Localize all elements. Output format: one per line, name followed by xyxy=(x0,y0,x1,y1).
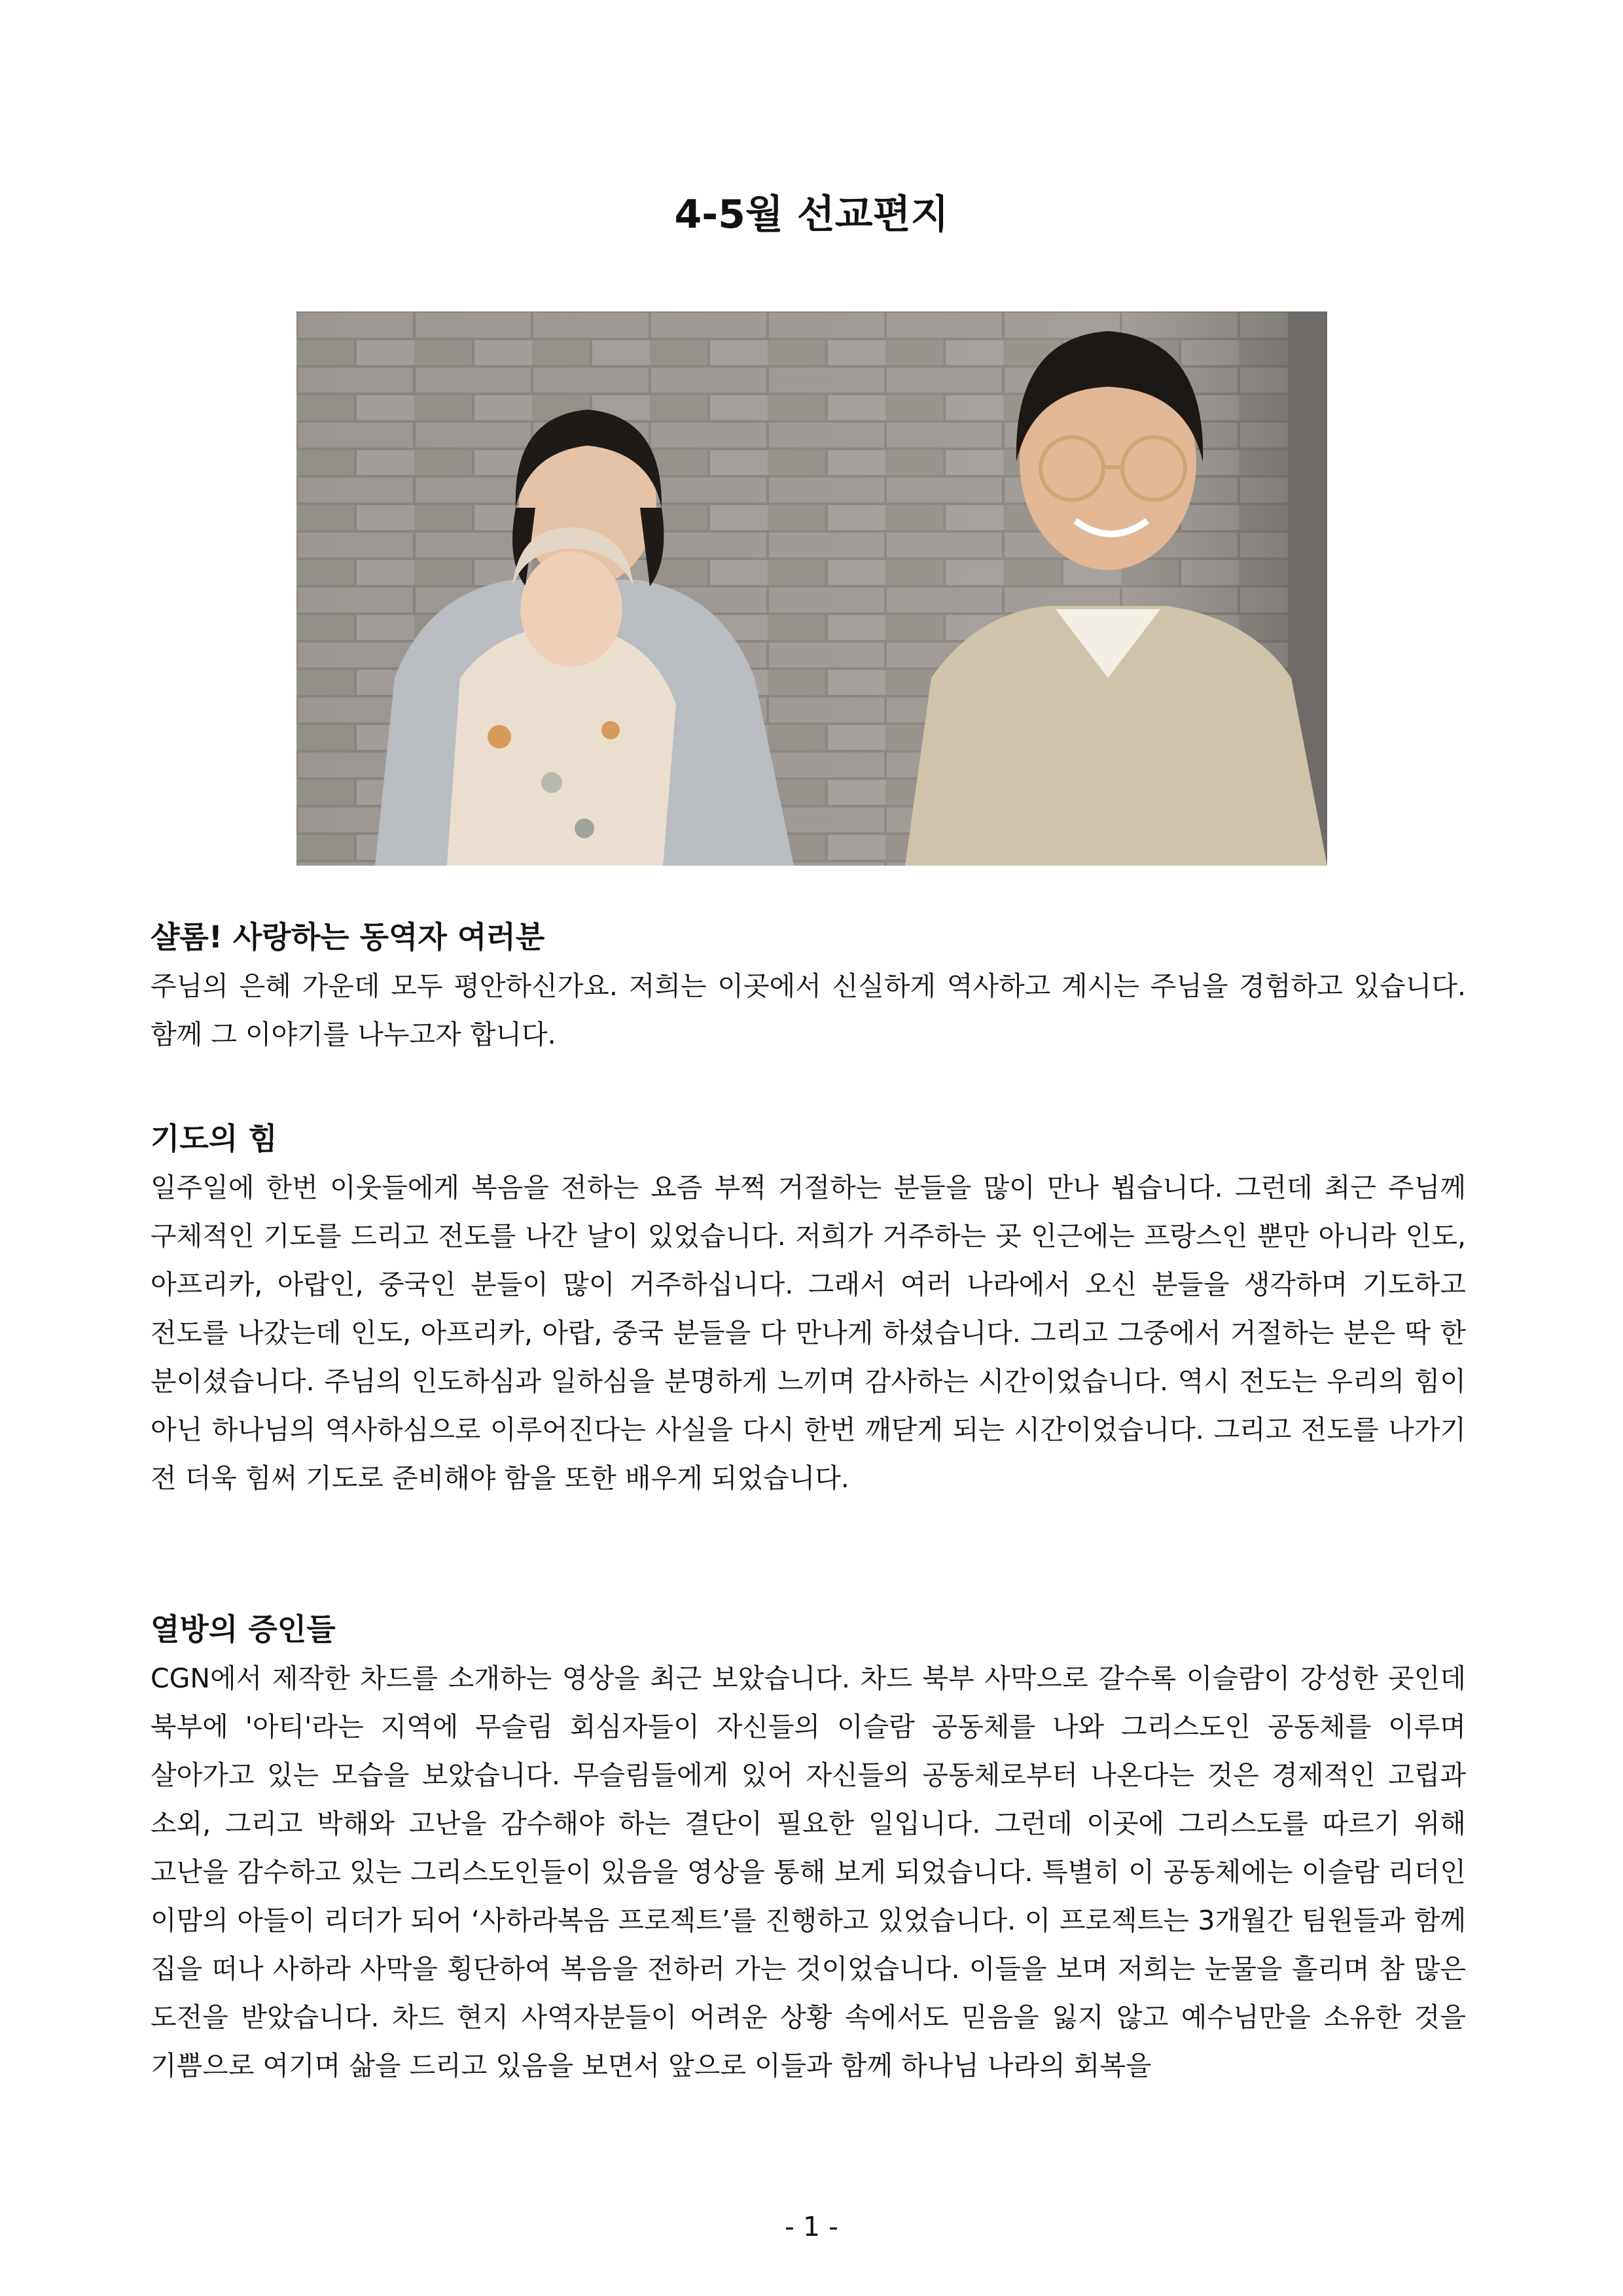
section-body-prayer: 일주일에 한번 이웃들에게 복음을 전하는 요즘 부쩍 거절하는 분들을 많이 만나 뵙습니다. 그런데 최근 주님께 구체적인 기도를 드리고 전도를 나간 날이 있었습니다. 저희가 거주하는 곳 인근에는 프랑스인 뿐만 아니라 인도, 아프리카, 아랍인, 중국인 분들이 많이 거주하십니다. 그래서 여러 나라에서 오신 분들을 생각하며 기도하고 전도를 나갔는데 인도, 아프리카, 아랍, 중국 분들을 다 만나게 하셨습니다. 그리고 그중에서 거절하는 분은 딱 한 분이셨습니다. 주님의 인도하심과 일하심을 분명하게 느끼며 감사하는 시간이었습니다. 역시 전도는 우리의 힘이 아닌 하나님의 역사하심으로 이루어진다는 사실을 다시 한번 깨닫게 되는 시간이었습니다. 그리고 전도를 나가기 전 더욱 힘써 기도로 준비해야 함을 또한 배우게 되었습니다. xyxy=(151,1172,1466,1494)
section-body-witnesses: CGN에서 제작한 차드를 소개하는 영상을 최근 보았습니다. 차드 북부 사막으로 갈수록 이슬람이 강성한 곳인데 북부에 '아티'라는 지역에 무슬림 회심자들이 자신들의 이슬람 공동체를 나와 그리스도인 공동체를 이루며 살아가고 있는 모습을 보았습니다. 무슬림들에게 있어 자신들의 공동체로부터 나온다는 것은 경제적인 고립과 소외, 그리고 박해와 고난을 감수해야 하는 결단이 필요한 일입니다. 그런데 이곳에 그리스도를 따르기 위해 고난을 감수하고 있는 그리스도인들이 있음을 영상을 통해 보게 되었습니다. 특별히 이 공동체에는 이슬람 리더인 이맘의 아들이 리더가 되어 ‘사하라복음 프로젝트’를 진행하고 있었습니다. 이 프로젝트는 3개월간 팀원들과 함께 집을 떠나 사하라 사막을 횡단하여 복음을 전하러 가는 것이었습니다. 이들을 보며 저희는 눈물을 흘리며 참 많은 도전을 받았습니다. 차드 현지 사역자분들이 어려운 상황 속에서도 믿음을 잃지 않고 예수님만을 소유한 것을 기쁨으로 여기며 삶을 드리고 있음을 보면서 앞으로 이들과 함께 하나님 나라의 회복을 xyxy=(151,1663,1466,2081)
family-photo xyxy=(296,311,1327,866)
section-body-greeting: 주님의 은혜 가운데 모두 평안하신가요. 저희는 이곳에서 신실하게 역사하고 계시는 주님을 경험하고 있습니다. 함께 그 이야기를 나누고자 합니다. xyxy=(151,970,1466,1050)
document-title: 4-5월 선교편지 xyxy=(674,192,949,238)
page-number: - 1 - xyxy=(785,2211,838,2242)
section-heading-greeting: 샬롬! 사랑하는 동역자 여러분 xyxy=(151,919,545,955)
section-heading-witnesses: 열방의 증인들 xyxy=(151,1612,336,1647)
section-heading-prayer: 기도의 힘 xyxy=(151,1121,277,1156)
